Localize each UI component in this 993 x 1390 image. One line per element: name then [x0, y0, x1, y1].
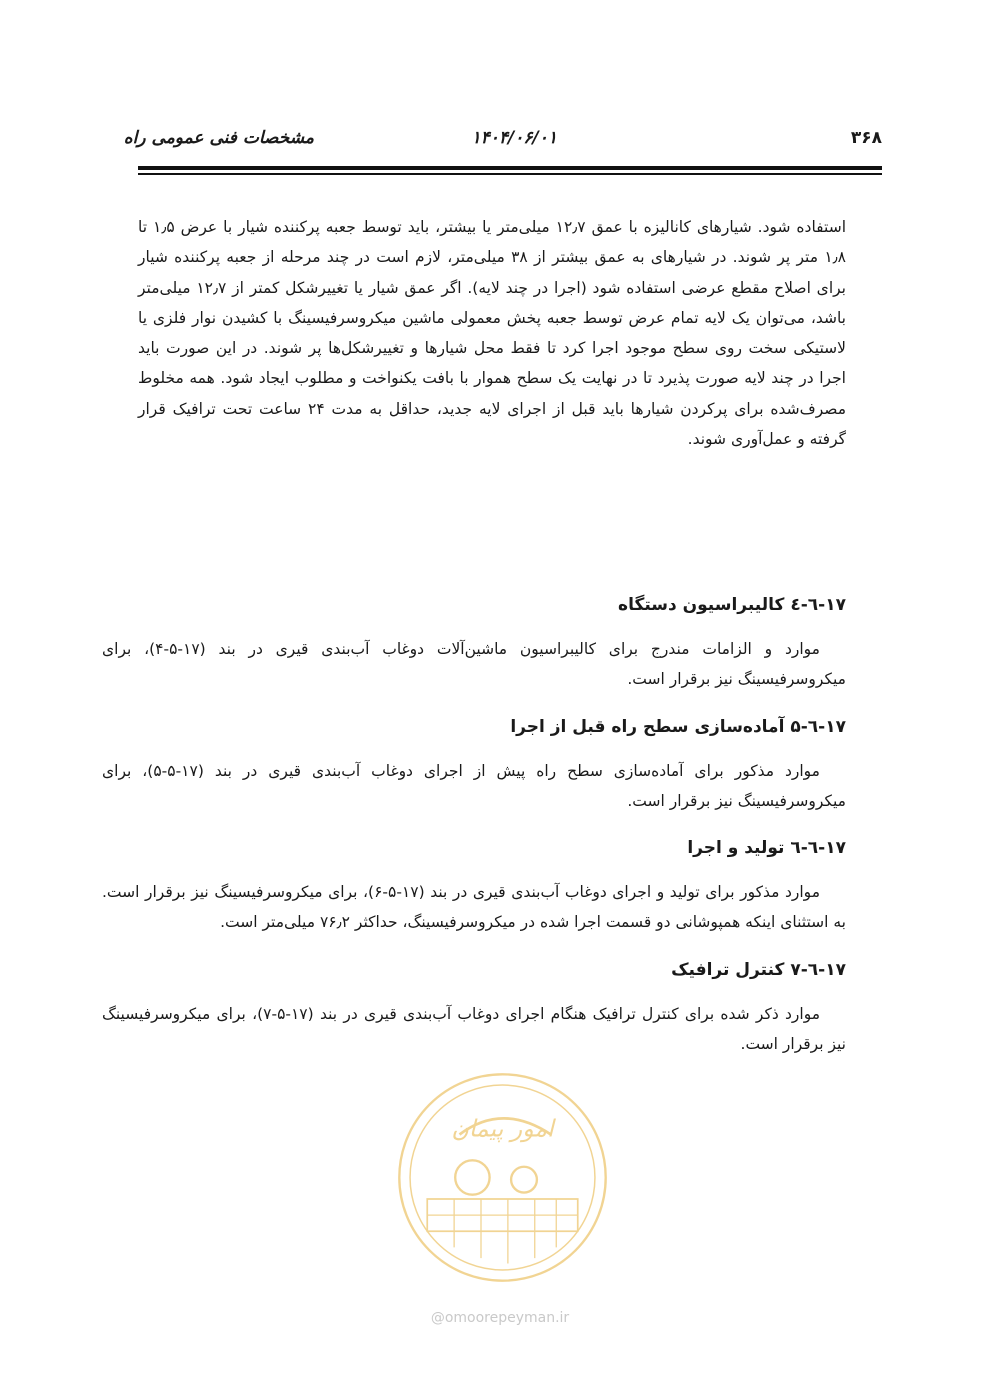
section-heading-surface-prep: ۱۷-٦-۵ آماده‌سازی سطح راه قبل از اجرا: [510, 716, 846, 737]
section-body-surface-prep: موارد مذکور برای آماده‌سازی سطح راه پیش از اجرای دوغاب آب‌بندی قیری در بند (۱۷-۵-۵)، برای میکروسرفیسینگ نیز برقرار است.: [102, 761, 846, 810]
section-body-production: موارد مذکور برای تولید و اجرای دوغاب آب‌بندی قیری در بند (۱۷-۵-۶)، برای میکروسرفیسینگ نیز برقرار است. به استثنای اینکه همپوشانی دو قسمت اجرا شده در میکروسرفیسینگ، حداکثر ۷۶٫۲ میلی‌متر است.: [102, 883, 846, 932]
watermark-logo-text: امور پیمان: [451, 1114, 554, 1143]
section-heading-production: ۱۷-٦-٦ تولید و اجرا: [687, 838, 846, 859]
section-heading-calibration: ۱۷-٦-٤ کالیبراسیون دستگاه: [618, 595, 846, 615]
header-date: ۱۴۰۴/۰۶/۰۱: [471, 128, 557, 148]
page-number: ۳۶۸: [850, 128, 882, 148]
page-content: [102, 212, 847, 1059]
section-body-calibration: موارد و الزامات مندرج برای کالیبراسیون ماشین‌آلات دوغاب آب‌بندی قیری در بند (۱۷-۵-۴)، برای میکروسرفیسینگ نیز برقرار است.: [102, 640, 846, 689]
header-rule-thin: [138, 173, 882, 175]
header-title: مشخصات فنی عمومی راه: [123, 128, 314, 148]
header-rule-thick: [138, 166, 882, 170]
section-heading-traffic: ۱۷-٦-٧ کنترل ترافیک: [671, 959, 846, 980]
watermark-site: @omoorepeyman.ir: [430, 1310, 570, 1326]
section-body-traffic: موارد ذکر شده برای کنترل ترافیک هنگام اجرای دوغاب آب‌بندی قیری در بند (۱۷-۵-۷)، برای میکروسرفیسینگ نیز برقرار است.: [102, 1004, 846, 1054]
intro-paragraph: استفاده شود. شیارهای کانالیزه با عمق ۱۲٫۷ میلی‌متر یا بیشتر، باید توسط جعبه پرکننده شیار با عرض ۱٫۵ تا ۱٫۸ متر پر شوند. در شیارهای به عمق بیشتر از ۳۸ میلی‌متر، لازم است در چند مرحله از جعبه پرکننده شیار برای اصلاح مقطع عرضی استفاده شود (اجرا در چند لایه). اگر عمق شیار یا تغییرشکل کمتر از ۱۲٫۷ میلی‌متر باشد، می‌توان یک لایه تمام عرض توسط جعبه پخش معمولی ماشین میکروسرفیسینگ با کشیدن نوار فلزی یا لاستیکی سخت روی سطح موجود اجرا کرد تا فقط محل شیارها و تغییرشکل‌ها پر شوند. در این صورت باید اجرا در چند لایه صورت پذیرد تا در نهایت یک سطح هموار با بافت یکنواخت و مطلوب ایجاد شود. همه مخلوط مصرف‌شده برای پرکردن شیارها باید قبل از اجرای لایه جدید، حداقل به مدت ۲۴ ساعت تحت ترافیک قرار گرفته و عمل‌آوری شوند.: [138, 218, 847, 449]
page-header: [123, 128, 882, 158]
watermark-logo: [395, 1070, 610, 1285]
